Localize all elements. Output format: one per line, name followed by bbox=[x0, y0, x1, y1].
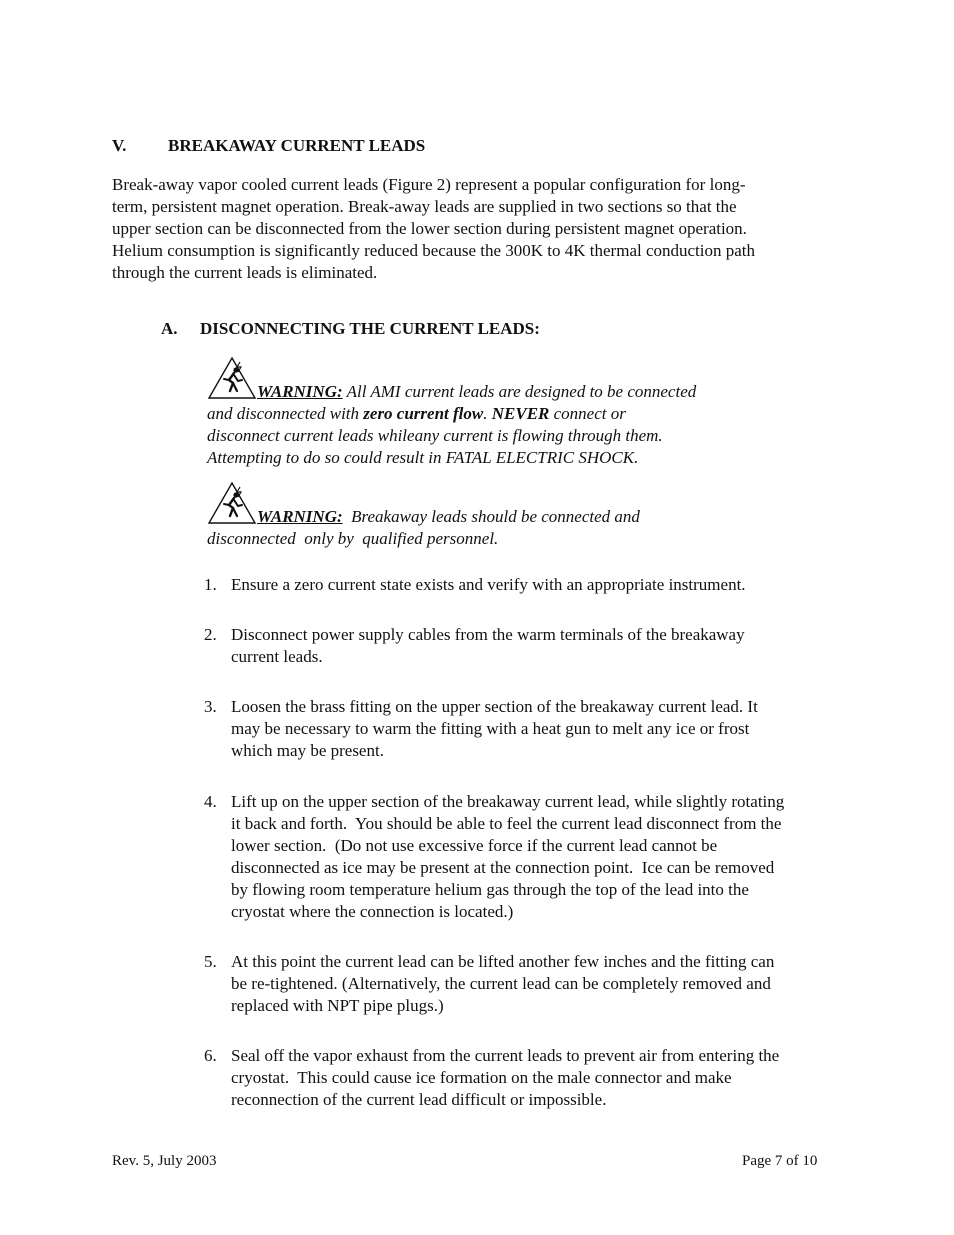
warning-line bbox=[207, 403, 767, 425]
step-text: it back and forth. You should be able to feel the current lead disconnect from the bbox=[231, 814, 782, 833]
step-number: 5. bbox=[204, 952, 217, 971]
warning-emphasis: zero current flow bbox=[363, 404, 484, 423]
warning-shock bbox=[207, 356, 767, 469]
subsection-heading bbox=[161, 318, 540, 340]
electric-shock-warning-icon bbox=[207, 481, 257, 525]
warning-text: . bbox=[483, 404, 492, 423]
subsection-number: A. bbox=[161, 319, 178, 338]
warning-label: WARNING: bbox=[257, 382, 343, 401]
step-text: disconnected as ice may be present at the connection point. Ice can be removed bbox=[231, 858, 775, 877]
step-number: 2. bbox=[204, 625, 217, 644]
intro-line: term, persistent magnet operation. Break-away leads are supplied in two sections so that the bbox=[112, 197, 737, 216]
step-text: Seal off the vapor exhaust from the current leads to prevent air from entering the bbox=[231, 1046, 780, 1065]
step-text: cryostat. This could cause ice formation on the male connector and make bbox=[231, 1068, 732, 1087]
step-text: be re-tightened. (Alternatively, the current lead can be completely removed and bbox=[231, 974, 771, 993]
intro-paragraph bbox=[112, 174, 832, 284]
warning-text: All AMI current leads are designed to be connected bbox=[342, 382, 697, 401]
step-number: 3. bbox=[204, 697, 217, 716]
footer-revision: Rev. 5, July 2003 bbox=[112, 1153, 217, 1169]
warning-text: and disconnected with bbox=[207, 404, 364, 423]
footer-page-number: Page 7 of 10 bbox=[742, 1153, 818, 1169]
intro-line: through the current leads is eliminated. bbox=[112, 263, 378, 282]
electric-shock-warning-icon bbox=[207, 356, 257, 400]
step-text: which may be present. bbox=[231, 741, 384, 760]
warning-text: disconnected only by qualified personnel. bbox=[207, 529, 499, 548]
section-title: BREAKAWAY CURRENT LEADS bbox=[168, 136, 426, 155]
step-text: current leads. bbox=[231, 647, 323, 666]
warning-text: disconnect current leads whileany current is flowing through them. bbox=[207, 426, 663, 445]
step-text: At this point the current lead can be lifted another few inches and the fitting can bbox=[231, 952, 775, 971]
list-item bbox=[204, 791, 844, 923]
list-item bbox=[204, 696, 844, 762]
step-text: lower section. (Do not use excessive force if the current lead cannot be bbox=[231, 836, 718, 855]
step-text: Disconnect power supply cables from the warm terminals of the breakaway bbox=[231, 625, 745, 644]
subsection-title: DISCONNECTING THE CURRENT LEADS: bbox=[200, 319, 540, 338]
list-item bbox=[204, 1045, 844, 1111]
step-text: cryostat where the connection is located.) bbox=[231, 902, 514, 921]
step-text: by flowing room temperature helium gas through the top of the lead into the bbox=[231, 880, 749, 899]
warning-emphasis: NEVER bbox=[491, 404, 550, 423]
warning-text: Attempting to do so could result in FATAL ELECTRIC SHOCK. bbox=[207, 448, 639, 467]
intro-line: Break-away vapor cooled current leads (Figure 2) represent a popular configuration for long- bbox=[112, 175, 746, 194]
warning-label: WARNING: bbox=[257, 507, 343, 526]
section-heading bbox=[112, 135, 425, 157]
list-item bbox=[204, 951, 844, 1017]
intro-line: upper section can be disconnected from the lower section during persistent magnet operation. bbox=[112, 219, 747, 238]
step-number: 6. bbox=[204, 1046, 217, 1065]
warning-qualified-personnel bbox=[207, 481, 767, 550]
list-item bbox=[204, 574, 844, 596]
step-number: 4. bbox=[204, 792, 217, 811]
step-text: may be necessary to warm the fitting with a heat gun to melt any ice or frost bbox=[231, 719, 750, 738]
list-item bbox=[204, 624, 844, 668]
warning-text: connect or bbox=[549, 404, 626, 423]
warning-text: Breakaway leads should be connected and bbox=[342, 507, 640, 526]
section-number: V. bbox=[112, 136, 127, 155]
step-number: 1. bbox=[204, 575, 217, 594]
step-text: Loosen the brass fitting on the upper section of the breakaway current lead. It bbox=[231, 697, 758, 716]
step-text: Lift up on the upper section of the breakaway current lead, while slightly rotating bbox=[231, 792, 785, 811]
step-text: Ensure a zero current state exists and verify with an appropriate instrument. bbox=[231, 575, 746, 594]
step-text: replaced with NPT pipe plugs.) bbox=[231, 996, 444, 1015]
intro-line: Helium consumption is significantly reduced because the 300K to 4K thermal conduction path bbox=[112, 241, 756, 260]
step-text: reconnection of the current lead difficult or impossible. bbox=[231, 1090, 607, 1109]
